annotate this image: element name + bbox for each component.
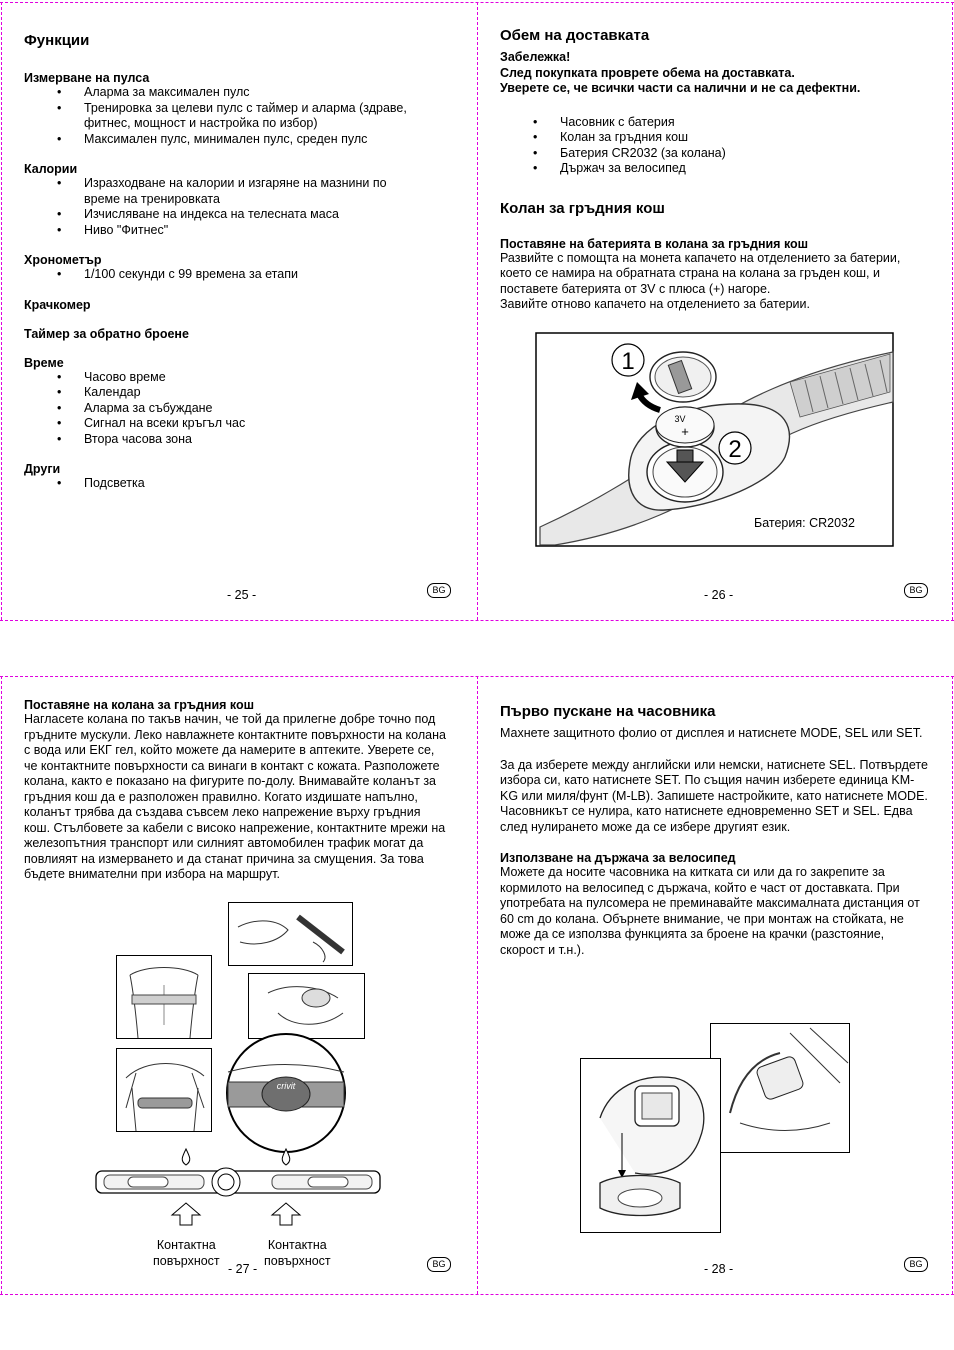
body-text: Нагласете колана по такъв начин, че той да прилегне добре точно под гръдните мускули. Леко навлажнете контактните повърхности на колана с вода или ЕКГ гел, който можете да намерите в аптеките. Уверете се, че контактните повърхности са винаги в контакт с кожата. Разположете колана, както е показано на фигурите по-долу. Внимавайте коланът за гръдния кош да е разположен правилно. Когато издишате напълно, коланът трябва да създава съвсем леко напрежение върху гръдния кош. Стълбовете за кабели с високо напрежение, контактните мрежи на железопътния транспорт или силният автомобилен трафик могат да повлияят на измерването и да станат причина за смущения. За това бъдете внимателни при избора на маршрут. [24, 712, 446, 881]
section-title: Други [24, 462, 61, 476]
body-text: За да изберете между английски или немски, натиснете SEL. Потвърдете избора си, като натиснете SET. По същия начин изберете единица KM-KG или миля/фунт (M-LB). Запишете настройките, като натиснете MODE. Часовникът се нулира, като натиснете едновременно SET и SEL. Едва след нулирането може да се избере другият език. [500, 757, 928, 834]
body-text: Развийте с помощта на монета капачето на отделението за батерии, което се намира на обратната страна на колана за гръден кош, и поставете батерията от 3V с плюса (+) нагоре. [500, 250, 901, 296]
chest-strap-closeup-figure [225, 1032, 347, 1154]
list-item: • Държач за велосипед [500, 161, 930, 177]
list-item: • Батерия CR2032 (за колана) [500, 146, 930, 162]
list-item: • Календар [24, 385, 444, 401]
page-number: - 27 - [228, 1262, 258, 1276]
list-item: • Изчисляване на индекса на телесната маса [24, 207, 444, 223]
bicycle-mount-figure-front [580, 1058, 721, 1233]
page-title: Първо пускане на часовника [500, 703, 716, 720]
chest-strap-diagram [94, 1145, 384, 1233]
cut-line [0, 1294, 954, 1295]
battery-voltage-label: 3V [674, 414, 686, 424]
section-title: Хронометър [24, 253, 102, 267]
page-number: - 26 - [704, 588, 734, 602]
page-25 [24, 24, 444, 492]
bullet-list [500, 115, 930, 177]
strap-moisten-figure-1 [228, 902, 353, 966]
subsection-title: Поставяне на батерията в колана за гръдния кош [500, 236, 809, 251]
subsection-title: Поставяне на колана за гръдния кош [24, 698, 255, 712]
list-item: • Подсветка [24, 476, 444, 492]
contact-surface-label-right: Контактна повърхност [264, 1238, 331, 1268]
language-badge: BG [427, 1257, 451, 1272]
list-item: • Втора часова зона [24, 432, 444, 448]
bullet-list [24, 370, 444, 448]
page-28 [500, 703, 930, 958]
list-item: • Изразходване на калории и изгаряне на мазнини по време на тренировката [24, 176, 444, 207]
page-number: - 28 - [704, 1262, 734, 1276]
subsection-title: Използване на държача за велосипед [500, 851, 736, 865]
list-item: • Сигнал на всеки кръгъл час [24, 416, 444, 432]
bicycle-mount-figure-back [710, 1023, 850, 1153]
list-item: • 1/100 секунди с 99 времена за етапи [24, 267, 444, 283]
note-text: След покупката проврете обема на доставката. [500, 65, 795, 80]
section-title: Крачкомер [24, 297, 91, 312]
cut-line [1, 2, 2, 620]
list-item: • Аларма за максимален пулс [24, 85, 444, 101]
section-title: Таймер за обратно броене [24, 326, 189, 341]
bullet-list [24, 476, 444, 492]
page-title: Функции [24, 32, 90, 49]
step-1-label: 1 [621, 348, 635, 375]
section-title: Време [24, 355, 64, 370]
chest-strap-torso-front-figure [116, 955, 212, 1039]
language-badge: BG [427, 583, 451, 598]
chest-strap-torso-side-figure [116, 1048, 212, 1132]
strap-moisten-figure-2 [248, 973, 365, 1039]
cut-line [477, 2, 478, 620]
page-26 [500, 24, 930, 313]
language-badge: BG [904, 1257, 928, 1272]
cut-line [952, 2, 953, 620]
cut-line [1, 676, 2, 1294]
battery-plus-label: + [681, 424, 689, 439]
list-item: • Часово време [24, 370, 444, 386]
section-title: Измерване на пулса [24, 71, 150, 85]
cut-line [952, 676, 953, 1294]
cut-line [477, 676, 478, 1294]
note-text: Уверете се, че всички части са налични и не са дефектни. [500, 81, 861, 95]
contact-surface-label-left: Контактна повърхност [153, 1238, 220, 1268]
body-text: Можете да носите часовника на китката си или да го закрепите за кормилото на велосипед с държача, който е част от доставката. При употребата на пулсомера не преминавайте максималната дистанция от 60 cm до колана. Обърнете внимание, че при монтаж на стойката, не може да се използва функцията за броене на крачки (разстояние, скорост и т.н.). [500, 865, 920, 957]
bullet-list [24, 85, 444, 147]
bullet-list [24, 267, 444, 283]
list-item: • Ниво "Фитнес" [24, 223, 444, 239]
body-text: Махнете защитното фолио от дисплея и натиснете MODE, SEL или SET. [500, 726, 923, 740]
step-2-label: 2 [728, 436, 742, 463]
list-item: • Часовник с батерия [500, 115, 930, 131]
list-item: • Максимален пулс, минимален пулс, среден пулс [24, 132, 444, 148]
page-27 [24, 698, 449, 883]
list-item: • Колан за гръдния кош [500, 130, 930, 146]
note-heading: Забележка! [500, 50, 571, 64]
list-item: • Аларма за събуждане [24, 401, 444, 417]
bullet-list [24, 176, 444, 238]
page-number: - 25 - [227, 588, 257, 602]
body-text: Завийте отново капачето на отделението за батерии. [500, 297, 810, 311]
section-title: Колан за гръдния кош [500, 199, 665, 217]
language-badge: BG [904, 583, 928, 598]
section-title: Калории [24, 162, 78, 176]
list-item: • Тренировка за целеви пулс с таймер и аларма (здраве, фитнес, мощност и настройка по избор) [24, 101, 444, 132]
brand-logo: crivit [276, 1081, 296, 1091]
page-title: Обем на доставката [500, 27, 650, 44]
figure-caption: Батерия: CR2032 [754, 516, 855, 530]
cut-line [0, 620, 954, 621]
